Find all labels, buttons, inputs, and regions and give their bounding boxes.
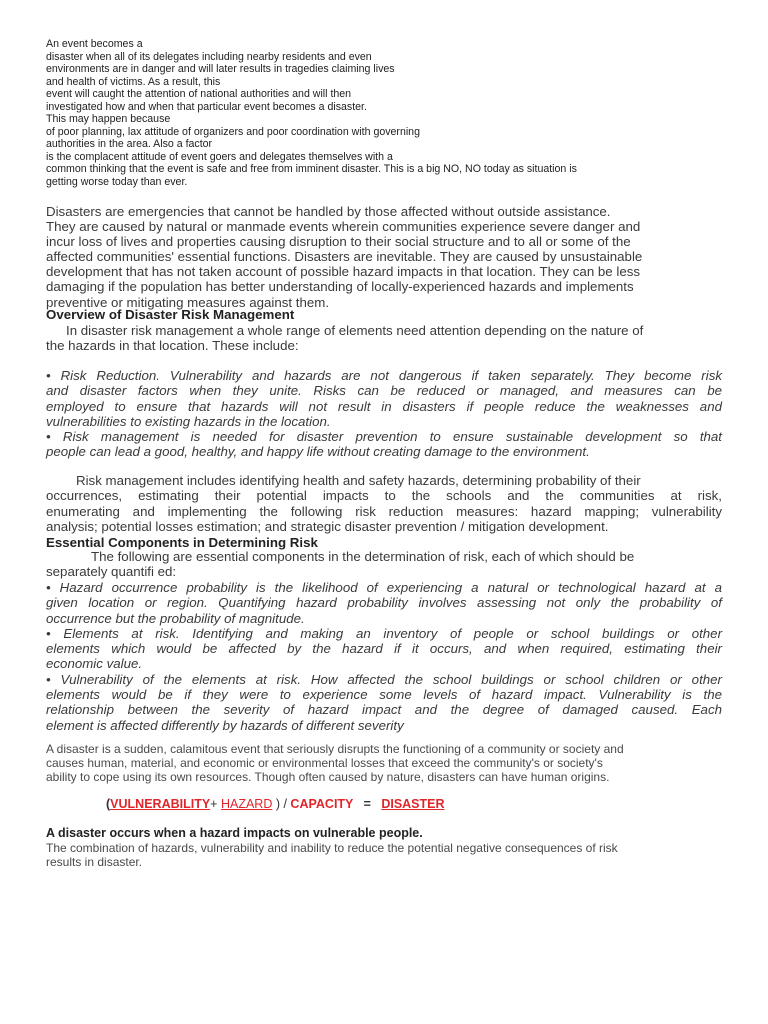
text-line: The following are essential components in the determination of risk, each of which should be (91, 549, 635, 564)
formula-capacity: CAPACITY (290, 797, 354, 811)
text-line: • Vulnerability of the elements at risk. How affected the school buildings or school children or other (46, 671, 722, 687)
text-line: event will caught the attention of national authorities and will then (46, 88, 352, 100)
risk-management-paragraph (46, 473, 722, 534)
risk-reduction-bullets (46, 368, 722, 460)
disasters-paragraph (46, 204, 722, 310)
text-line: • Elements at risk. Identifying and making an inventory of people or school buildings or other (46, 625, 722, 641)
text-line: disaster when all of its delegates including nearby residents and even (46, 50, 372, 63)
formula-hazard: HAZARD (220, 797, 273, 811)
text-line: and disaster factors when they unite. Risks can be reduced or managed, and measures can be (46, 383, 722, 399)
text-line: enumerating and implementing the following risk reduction measures: hazard mapping; vulnerability (46, 503, 722, 519)
text-line: development that has not taken account of possible hazard impacts in that location. They can be less (46, 264, 641, 280)
disaster-occurs-heading: A disaster occurs when a hazard impacts on vulnerable people. (46, 826, 423, 840)
text-line: separately quantifi ed: (46, 564, 177, 580)
components-bullets (46, 580, 722, 733)
text-line: employed to ensure that hazards will not result in disasters if people reduce the weaknesses and (46, 398, 722, 414)
risk-elements-paragraph (46, 323, 722, 354)
text-line: Risk management includes identifying health and safety hazards, determining probability of their (76, 473, 641, 488)
risk-formula (106, 797, 445, 811)
text-line: • Hazard occurrence probability is the likelihood of experiencing a natural or technological hazard at a (46, 580, 722, 595)
text-line: elements which would be affected by the hazard if it occurs, and when required, estimating their (46, 641, 722, 657)
text-line: vulnerabilities to existing hazards in the location. (46, 413, 331, 429)
text-line: the hazards in that location. These include: (46, 338, 299, 354)
text-line: This may happen because (46, 113, 171, 125)
text-line: is the complacent attitude of event goers and delegates themselves with a (46, 150, 393, 163)
text-line: authorities in the area. Also a factor (46, 138, 213, 150)
text-line: element is affected differently by hazards of different severity (46, 717, 404, 733)
text-line: The combination of hazards, vulnerability and inability to reduce the potential negative consequences of risk (46, 841, 618, 855)
components-intro-paragraph (46, 549, 722, 580)
text-line: economic value. (46, 656, 143, 672)
text-line: of poor planning, lax attitude of organizers and poor coordination with governing (46, 125, 420, 138)
text-line: and health of victims. As a result, this (46, 75, 221, 88)
intro-paragraph (46, 38, 722, 188)
text-line: getting worse today than ever. (46, 175, 188, 188)
text-line: In disaster risk management a whole range of elements need attention depending on the nature of (66, 323, 644, 338)
text-line: results in disaster. (46, 855, 143, 870)
text-line: They are caused by natural or manmade events wherein communities experience severe danger and (46, 219, 641, 235)
text-line: An event becomes a (46, 38, 143, 50)
text-line: people can lead a good, healthy, and happy life without creating damage to the environment. (46, 444, 590, 460)
essential-components-heading: Essential Components in Determining Risk (46, 535, 318, 550)
formula-plus: + (210, 797, 221, 811)
text-line: ability to cope using its own resources. Though often caused by nature, disasters can have human origins. (46, 770, 610, 785)
text-line: preventive or mitigating measures against them. (46, 294, 330, 310)
text-line: environments are in danger and will later results in tragedies claiming lives (46, 63, 395, 75)
text-line: relationship between the severity of hazard impact and the degree of damaged caused. Each (46, 702, 722, 718)
formula-divide: ) / (272, 797, 291, 811)
text-line: common thinking that the event is safe and free from imminent disaster. This is a big NO, NO today as situation is (46, 163, 577, 175)
text-line: elements would be if they were to experience some levels of hazard impact. Vulnerability is the (46, 687, 722, 703)
text-line: occurrences, estimating their potential impacts to the schools and the communities at risk, (46, 488, 722, 504)
formula-disaster: DISASTER (381, 797, 445, 811)
formula-equals: = (353, 797, 382, 811)
text-line: analysis; potential losses estimation; and strategic disaster prevention / mitigation development. (46, 518, 609, 534)
combination-paragraph (46, 841, 722, 869)
overview-heading: Overview of Disaster Risk Management (46, 307, 295, 322)
text-line: given location or region. Quantifying hazard probability involves assessing not only the probability of (46, 595, 722, 611)
text-line: occurrence but the probability of magnitude. (46, 610, 305, 626)
text-line: causes human, material, and economic or environmental losses that exceed the community's or society's (46, 756, 603, 771)
text-line: investigated how and when that particular event becomes a disaster. (46, 100, 367, 113)
text-line: • Risk management is needed for disaster prevention to ensure sustainable development so that (46, 429, 722, 445)
text-line: damaging if the population has better understanding of locally-experienced hazards and implements (46, 279, 634, 295)
text-line: affected communities' essential functions. Disasters are inevitable. They are caused by unsustainable (46, 249, 643, 265)
text-line: Disasters are emergencies that cannot be handled by those affected without outside assistance. (46, 204, 611, 219)
formula-open-paren: ( (106, 797, 111, 811)
disaster-definition-paragraph (46, 742, 722, 785)
text-line: incur loss of lives and properties causing disruption to their social structure and to all or some of the (46, 234, 631, 250)
text-line: • Risk Reduction. Vulnerability and hazards are not dangerous if taken separately. They become risk (46, 368, 722, 383)
text-line: A disaster is a sudden, calamitous event that seriously disrupts the functioning of a community or society and (46, 742, 624, 756)
formula-vulnerability: VULNERABILITY (110, 797, 211, 811)
